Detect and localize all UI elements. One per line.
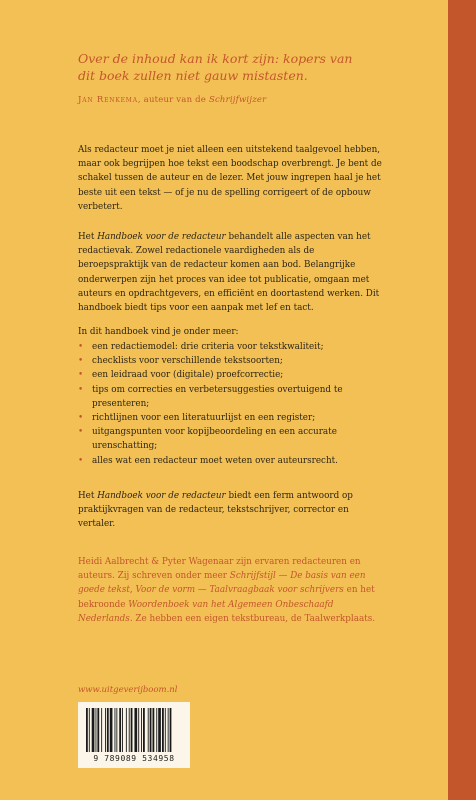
attribution-middle: , auteur van de bbox=[137, 95, 209, 105]
about-book-title: Handboek voor de redacteur bbox=[97, 232, 226, 242]
feature-list bbox=[78, 340, 383, 468]
book-spine bbox=[448, 0, 476, 800]
intro-paragraph: Als redacteur moet je niet alleen een uitstekend taalgevoel hebben, maar ook begrijpen hoe tekst een boodschap overbrengt. Je bent de schakel tussen de auteur en de lezer. Met jouw ingrepen haal je het beste uit een tekst — of je nu de spelling corrigeert of de opbouw verbetert. bbox=[78, 145, 382, 212]
list-item: • tips om correcties en verbetersuggesties overtuigend te presenteren; bbox=[78, 384, 343, 409]
book-title-schrijfstijl: Schrijfstijl — De basis van een goede tekst bbox=[78, 571, 366, 596]
list-item: • een leidraad voor (digitale) proefcorrectie; bbox=[78, 368, 383, 382]
bullet-icon: • bbox=[78, 384, 84, 395]
publisher-website: www.uitgeverijboom.nl bbox=[78, 685, 178, 695]
list-item: • alles wat een redacteur moet weten over auteursrecht. bbox=[78, 454, 383, 468]
about-prefix: Het bbox=[78, 232, 98, 242]
book-title-woordenboek: Woordenboek van het Algemeen Onbeschaafd Nederlands bbox=[78, 599, 334, 624]
book-title-voor-de-vorm: Voor de vorm — Taalvraagbaak voor schrijvers bbox=[135, 585, 344, 596]
closing-prefix: Het bbox=[78, 491, 98, 501]
authors-paragraph: Heidi Aalbrecht & Pyter Wagenaar zijn ervaren redacteuren en auteurs. Zij schreven onder meer Schrijfstijl — De basis van een goede tekst, Voor de vorm — Taalvraagbaak voor schrijvers en het bekroonde Woordenboek van het Algemeen Onbeschaafd Nederlands. Ze hebben een eigen tekstbureau, de Taalwerkplaats. bbox=[78, 557, 376, 624]
list-intro: In dit handboek vind je onder meer: bbox=[78, 327, 239, 337]
bullet-icon: • bbox=[78, 342, 84, 352]
about-paragraph bbox=[78, 230, 383, 315]
closing-text: biedt een ferm antwoord op praktijkvragen van de redacteur, tekstschrijver, corrector en vertaler. bbox=[78, 491, 353, 530]
bullet-icon: • bbox=[78, 413, 84, 424]
list-item: • een redactiemodel: drie criteria voor tekstkwaliteit; bbox=[78, 340, 383, 354]
attribution-book-title: Schrijfwijzer bbox=[208, 95, 267, 105]
blurb-quote-line-2: dit boek zullen niet gauw mistasten. bbox=[78, 68, 308, 83]
attribution-name: Jan Renkema bbox=[78, 95, 138, 105]
isbn-barcode bbox=[78, 702, 190, 768]
list-item: • checklists voor verschillende tekstsoorten; bbox=[78, 354, 383, 368]
closing-paragraph bbox=[78, 489, 383, 532]
list-item: • richtlijnen voor een literatuurlijst en een register; bbox=[78, 411, 383, 425]
bullet-icon: • bbox=[78, 370, 84, 381]
closing-book-title: Handboek voor de redacteur bbox=[97, 491, 226, 501]
bullet-icon: • bbox=[78, 427, 84, 438]
blurb-quote-line-1: Over de inhoud kan ik kort zijn: kopers van bbox=[78, 51, 353, 66]
blurb-attribution bbox=[78, 95, 398, 105]
barcode-icon bbox=[86, 708, 182, 752]
blurb-quote bbox=[78, 50, 398, 84]
list-item: • uitgangspunten voor kopijbeoordeling en een accurate urenschatting; bbox=[78, 427, 337, 452]
bullet-icon: • bbox=[78, 455, 84, 466]
bullet-icon: • bbox=[78, 356, 84, 367]
about-text: behandelt alle aspecten van het redactievak. Zowel redactionele vaardigheden als de beroepspraktijk van de redacteur komen aan bod. Belangrijke onderwerpen zijn het proces van idee tot publicatie, omgaan met auteurs en opdrachtgevers, en efficiënt en doortastend werken. Dit handboek biedt tips voor een aanpak met lef en tact. bbox=[78, 232, 380, 314]
isbn-digits: 9 789089 534958 bbox=[93, 754, 175, 763]
